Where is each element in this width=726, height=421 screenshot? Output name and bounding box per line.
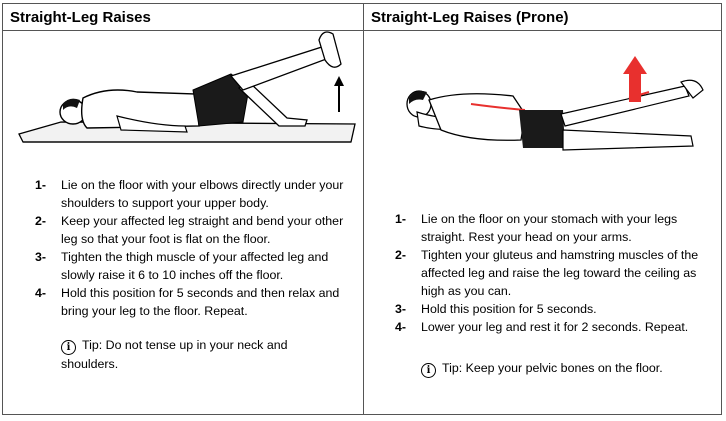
list-item: 2- Tighten your gluteus and hamstring muscles of the affected leg and raise the leg toward the ceiling as high as you can.	[395, 248, 699, 298]
right-tip: i Tip: Keep your pelvic bones on the floor.	[421, 359, 711, 378]
straight-leg-raise-illustration	[17, 30, 357, 148]
list-item: 3- Hold this position for 5 seconds.	[395, 302, 597, 316]
list-item: 2- Keep your affected leg straight and bend your other leg so that your foot is flat on the floor.	[35, 214, 344, 246]
left-steps-list	[35, 176, 359, 320]
red-up-arrow-icon	[629, 72, 641, 102]
info-icon: i	[421, 363, 436, 378]
list-item: 4- Hold this position for 5 seconds and then relax and bring your leg to the floor. Repeat.	[35, 286, 340, 318]
list-item: 1- Lie on the floor on your stomach with your legs straight. Rest your head on your arms.	[395, 212, 678, 244]
list-item: 3- Tighten the thigh muscle of your affected leg and slowly raise it 6 to 10 inches off the floor.	[35, 250, 329, 282]
left-column-title: Straight-Leg Raises	[10, 9, 151, 26]
prone-leg-raise-illustration	[401, 54, 711, 154]
right-steps-list	[395, 210, 715, 336]
column-divider	[363, 4, 364, 414]
exercise-table	[2, 3, 722, 415]
right-column-title: Straight-Leg Raises (Prone)	[371, 9, 569, 26]
list-item: 4- Lower your leg and rest it for 2 seconds. Repeat.	[395, 320, 689, 334]
left-tip: i Tip: Do not tense up in your neck and shoulders.	[61, 338, 288, 371]
header-row	[3, 4, 721, 31]
list-item: 1- Lie on the floor with your elbows directly under your shoulders to support your upper body.	[35, 178, 344, 210]
info-icon: i	[61, 340, 76, 355]
